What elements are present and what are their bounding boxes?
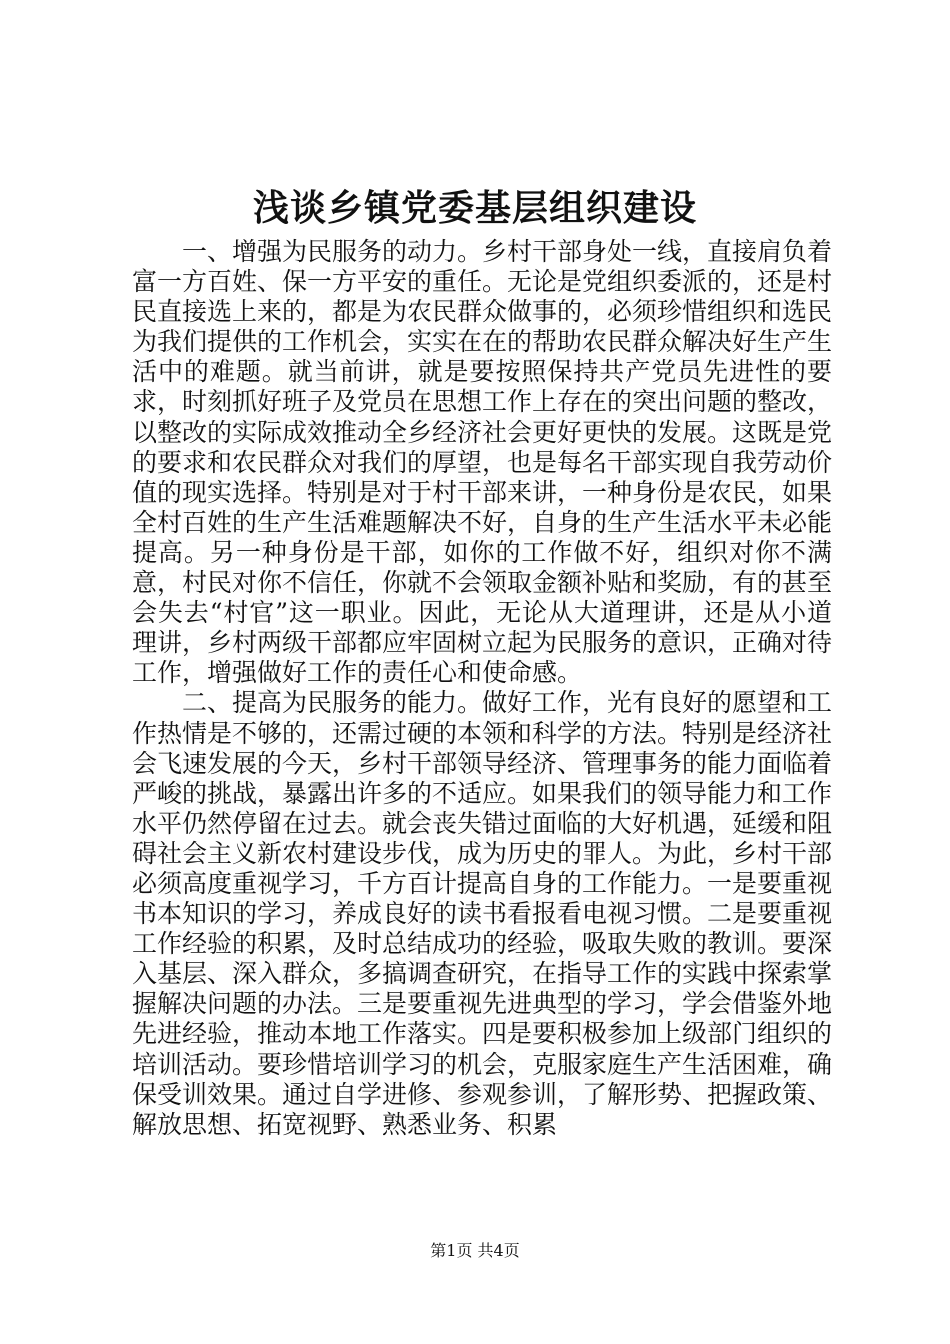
page-number-footer: 第1页 共4页 xyxy=(430,1241,520,1260)
paragraph: 一、增强为民服务的动力。乡村干部身处一线，直接肩负着富一方百姓、保一方平安的重任。无论是党组织委派的，还是村民直接选上来的，都是为农民群众做事的，必须珍惜组织和选民为我们提供的工作机会，实实在在的帮助农民群众解决好生产生活中的难题。就当前讲，就是要按照保持共产党员先进性的要求，时刻抓好班子及党员在思想工作上存在的突出问题的整改，以整改的实际成效推动全乡经济社会更好更快的发展。这既是党的要求和农民群众对我们的厚望，也是每名干部实现自我劳动价值的现实选择。特别是对于村干部来讲，一种身份是农民，如果全村百姓的生产生活难题解决不好，自身的生产生活水平未必能提高。另一种身份是干部，如你的工作做不好，组织对你不满意，村民对你不信任，你就不会领取金额补贴和奖励，有的甚至会失去“村官”这一职业。因此，无论从大道理讲，还是从小道理讲，乡村两级干部都应牢固树立起为民服务的意识，正确对待工作，增强做好工作的责任心和使命感。 xyxy=(132,237,833,688)
document-title: 浅谈乡镇党委基层组织建设 xyxy=(252,187,697,229)
paragraph: 二、提高为民服务的能力。做好工作，光有良好的愿望和工作热情是不够的，还需过硬的本领和科学的方法。特别是经济社会飞速发展的今天，乡村干部领导经济、管理事务的能力面临着严峻的挑战，暴露出许多的不适应。如果我们的领导能力和工作水平仍然停留在过去。就会丧失错过面临的大好机遇，延缓和阻碍社会主义新农村建设步伐，成为历史的罪人。为此，乡村干部必须高度重视学习，千方百计提高自身的工作能力。一是要重视书本知识的学习，养成良好的读书看报看电视习惯。二是要重视工作经验的积累，及时总结成功的经验，吸取失败的教训。要深入基层、深入群众，多搞调查研究，在指导工作的实践中探索掌握解决问题的办法。三是要重视先进典型的学习，学会借鉴外地先进经验，推动本地工作落实。四是要积极参加上级部门组织的培训活动。要珍惜培训学习的机会，克服家庭生产生活困难，确保受训效果。通过自学进修、参观参训，了解形势、把握政策、解放思想、拓宽视野、熟悉业务、积累 xyxy=(132,688,833,1139)
document-body xyxy=(132,237,832,1140)
